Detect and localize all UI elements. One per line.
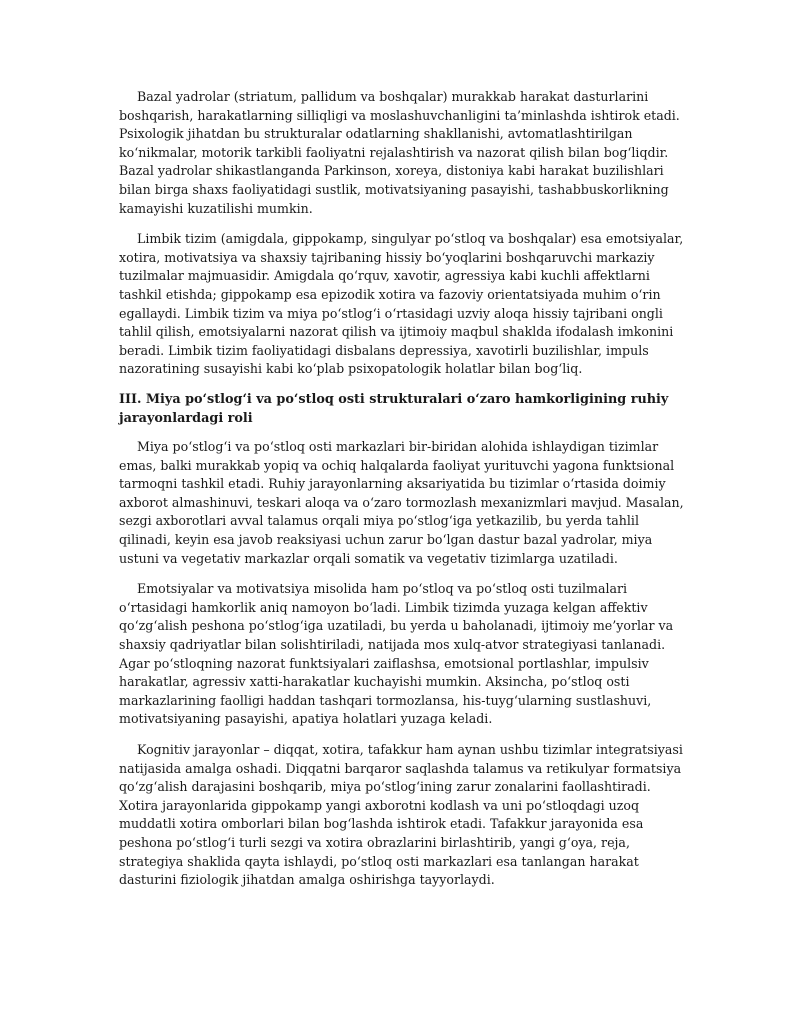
paragraph-basal-ganglia: Bazal yadrolar (striatum, pallidum va boshqalar) murakkab harakat dasturlarini boshqarish, harakatlarning silliqligi va moslashuvchanligini ta’minlashda ishtirok etadi. Psixologik jihatdan bu strukturalar odatlarning shakllanishi, avtomatlashtirilgan ko‘nikmalar, motorik tarkibli faoliyatni rejalashtirish va nazorat qilish bilan bog‘liqdir. Bazal yadrolar shikastlanganda Parkinson, xoreya, distoniya kabi harakat buzilishlari bilan birga shaxs faoliyatidagi sustlik, motivatsiyaning pasayishi, tashabbuskorlikning kamayishi kuzatilishi mumkin. [119,89,680,216]
paragraph-cortex-subcortex: Miya po‘stlog‘i va po‘stloq osti markazlari bir-biridan alohida ishlaydigan tizimlar emas, balki murakkab yopiq va ochiq halqalarda faoliyat yurituvchi yagona funktsional tarmoqni tashkil etadi. Ruhiy jarayonlarning aksariyatida bu tizimlar o‘rtasida doimiy axborot almashinuvi, teskari aloqa va o‘zaro tormozlash mexanizmlari mavjud. Masalan, sezgi axborotlari avval talamus orqali miya po‘stlog‘iga yetkazilib, bu yerda tahlil qilinadi, keyin esa javob reaksiyasi uchun zarur bo‘lgan dastur bazal yadrolar, miya ustuni va vegetativ markazlar orqali somatik va vegetativ tizimlarga uzatiladi. [119,439,684,566]
section-heading: III. Miya po‘stlog‘i va po‘stloq osti strukturalari o‘zaro hamkorligining ruhiy jarayonlardagi roli [119,391,669,426]
paragraph-limbic-system: Limbik tizim (amigdala, gippokamp, singulyar po‘stloq va boshqalar) esa emotsiyalar, xotira, motivatsiya va shaxsiy tajribaning hissiy bo‘yoqlarini boshqaruvchi markaziy tuzilmalar majmuasidir. Amigdala qo‘rquv, xavotir, agressiya kabi kuchli affektlarni tashkil etishda; gippokamp esa epizodik xotira va fazoviy orientatsiyada muhim o‘rin egallaydi. Limbik tizim va miya po‘stlog‘i o‘rtasidagi uzviy aloqa hissiy tajribani ongli tahlil qilish, emotsiyalarni nazorat qilish va ijtimoiy maqbul shaklda ifodalash imkonini beradi. Limbik tizim faoliyatidagi disbalans depressiya, xavotirli buzilishlar, impuls nazoratining susayishi kabi ko‘plab psixopatologik holatlar bilan bog‘liq. [119,231,684,377]
document-page [119,88,691,902]
paragraph-emotions-motivation: Emotsiyalar va motivatsiya misolida ham po‘stloq va po‘stloq osti tuzilmalari o‘rtasidagi hamkorlik aniq namoyon bo‘ladi. Limbik tizimda yuzaga kelgan affektiv qo‘zg‘alish peshona po‘stlog‘iga uzatiladi, bu yerda u baholanadi, ijtimoiy me’yorlar va shaxsiy qadriyatlar bilan solishtiriladi, natijada mos xulq-atvor strategiyasi tanlanadi. Agar po‘stloqning nazorat funktsiyalari zaiflashsa, emotsional portlashlar, impulsiv harakatlar, agressiv xatti-harakatlar kuchayishi mumkin. Aksincha, po‘stloq osti markazlarining faolligi haddan tashqari tormozlansa, his-tuyg‘ularning sustlashuvi, motivatsiyaning pasayishi, apatiya holatlari yuzaga keladi. [119,581,674,727]
paragraph-cognitive-processes: Kognitiv jarayonlar – diqqat, xotira, tafakkur ham aynan ushbu tizimlar integratsiyasi natijasida amalga oshadi. Diqqatni barqaror saqlashda talamus va retikulyar formatsiya qo‘zg‘alish darajasini boshqarib, miya po‘stlog‘ining zarur zonalarini faollashtiradi. Xotira jarayonlarida gippokamp yangi axborotni kodlash va uni po‘stloqdagi uzoq muddatli xotira omborlari bilan bog‘lashda ishtirok etadi. Tafakkur jarayonida esa peshona po‘stlog‘i turli sezgi va xotira obrazlarini birlashtirib, yangi g‘oya, reja, strategiya shaklida qayta ishlaydi, po‘stloq osti markazlari esa tanlangan harakat dasturini fiziologik jihatdan amalga oshirishga tayyorlaydi. [119,742,683,888]
